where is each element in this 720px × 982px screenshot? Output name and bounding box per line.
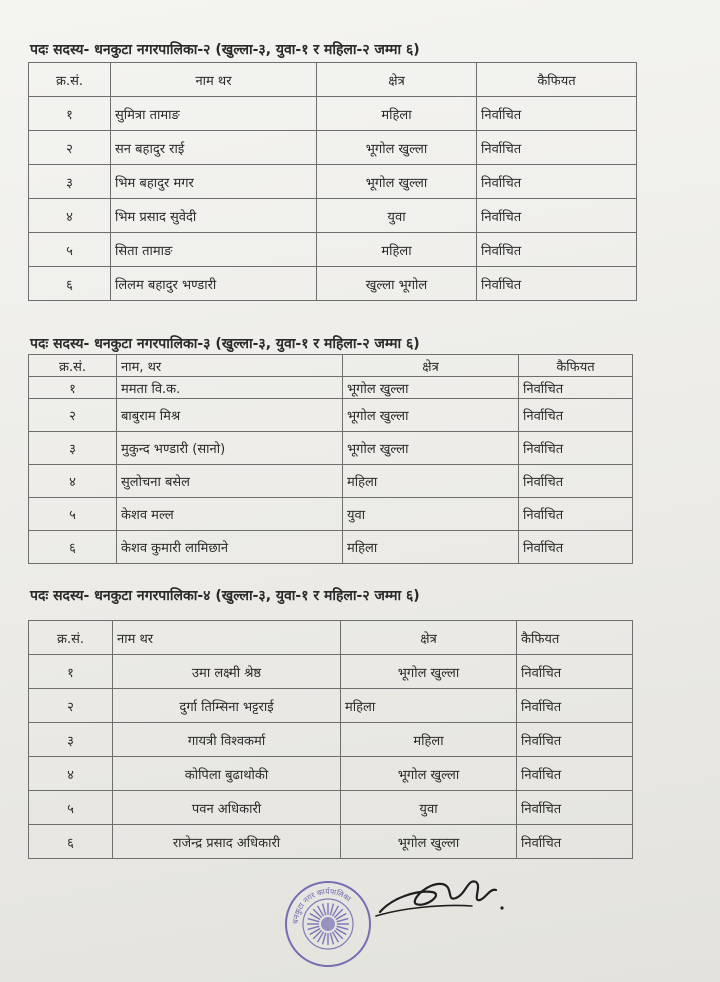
serial-cell: २ [29, 399, 117, 432]
seal-ray [308, 926, 320, 929]
column-header-remarks: कैफियत [517, 621, 633, 655]
column-header-area: क्षेत्र [341, 621, 517, 655]
area-cell: भूगोल खुल्ला [317, 165, 477, 199]
remarks-cell: निर्वाचित [477, 199, 637, 233]
area-cell: युवा [343, 498, 519, 531]
serial-cell: ३ [29, 165, 111, 199]
seal-ray [308, 919, 320, 922]
seal-ray [323, 904, 326, 916]
seal-ray [323, 933, 326, 945]
table-row [29, 655, 633, 689]
name-cell: ममता वि.क. [117, 377, 343, 399]
table-row [29, 399, 633, 432]
remarks-cell: निर्वाचित [517, 757, 633, 791]
column-header-remarks: कैफियत [477, 63, 637, 97]
seal-ray [330, 904, 333, 916]
serial-cell: १ [29, 655, 113, 689]
table-row [29, 531, 633, 564]
ward-2-table [28, 62, 637, 301]
table-row [29, 757, 633, 791]
area-cell: भूगोल खुल्ला [341, 757, 517, 791]
name-cell: सुलोचना बसेल [117, 465, 343, 498]
remarks-cell: निर्वाचित [517, 825, 633, 859]
name-cell: मुकुन्द भण्डारी (सानो) [117, 432, 343, 465]
table-row [29, 199, 637, 233]
serial-cell: १ [29, 97, 111, 131]
area-cell: महिला [343, 465, 519, 498]
area-cell: महिला [343, 531, 519, 564]
serial-cell: ४ [29, 199, 111, 233]
remarks-cell: निर्वाचित [477, 267, 637, 301]
remarks-cell: निर्वाचित [519, 432, 633, 465]
table-row [29, 377, 633, 399]
area-cell: भूगोल खुल्ला [341, 825, 517, 859]
remarks-cell: निर्वाचित [477, 97, 637, 131]
column-header-remarks: कैफियत [519, 355, 633, 377]
area-cell: महिला [341, 689, 517, 723]
column-header-serial: क्र.सं. [29, 63, 111, 97]
name-cell: सन बहादुर राई [111, 131, 317, 165]
table-row [29, 267, 637, 301]
area-cell: भूगोल खुल्ला [343, 399, 519, 432]
table-row [29, 791, 633, 825]
remarks-cell: निर्वाचित [477, 165, 637, 199]
remarks-cell: निर्वाचित [517, 723, 633, 757]
table-row [29, 689, 633, 723]
table-row [29, 498, 633, 531]
area-cell: खुल्ला भूगोल [317, 267, 477, 301]
seal-ray [330, 933, 333, 945]
table-row [29, 825, 633, 859]
serial-cell: ५ [29, 791, 113, 825]
serial-cell: ३ [29, 723, 113, 757]
name-cell: उमा लक्ष्मी श्रेष्ठ [113, 655, 341, 689]
table-row [29, 131, 637, 165]
table-row [29, 165, 637, 199]
serial-cell: ६ [29, 825, 113, 859]
column-header-area: क्षेत्र [317, 63, 477, 97]
remarks-cell: निर्वाचित [519, 377, 633, 399]
ward-4-table [28, 620, 633, 859]
table-header-row [29, 621, 633, 655]
name-cell: दुर्गा तिम्सिना भट्टराई [113, 689, 341, 723]
table-header-row [29, 355, 633, 377]
name-cell: सुमित्रा तामाङ [111, 97, 317, 131]
name-cell: भिम प्रसाद सुवेदी [111, 199, 317, 233]
remarks-cell: निर्वाचित [477, 233, 637, 267]
serial-cell: ५ [29, 498, 117, 531]
ward-3-table [28, 354, 633, 564]
area-cell: भूगोल खुल्ला [341, 655, 517, 689]
ward-2-heading: पदः सदस्य- धनकुटा नगरपालिका-२ (खुल्ला-३, युवा-१ र महिला-२ जम्मा ६) [30, 42, 420, 58]
area-cell: महिला [317, 233, 477, 267]
column-header-serial: क्र.सं. [29, 355, 117, 377]
serial-cell: १ [29, 377, 117, 399]
serial-cell: ४ [29, 465, 117, 498]
column-header-name: नाम, थर [117, 355, 343, 377]
ward-3-heading: पदः सदस्य- धनकुटा नगरपालिका-३ (खुल्ला-३, युवा-१ र महिला-२ जम्मा ६) [30, 336, 420, 352]
serial-cell: २ [29, 131, 111, 165]
serial-cell: ४ [29, 757, 113, 791]
name-cell: कोपिला बुढाथोकी [113, 757, 341, 791]
area-cell: महिला [341, 723, 517, 757]
area-cell: महिला [317, 97, 477, 131]
seal-ray [337, 926, 349, 929]
seal-text: धनकुटा नगर कार्यपालिका [290, 886, 353, 925]
seal-ray [337, 919, 349, 922]
table-row [29, 233, 637, 267]
table-row [29, 432, 633, 465]
area-cell: युवा [317, 199, 477, 233]
remarks-cell: निर्वाचित [517, 791, 633, 825]
name-cell: भिम बहादुर मगर [111, 165, 317, 199]
remarks-cell: निर्वाचित [519, 531, 633, 564]
column-header-name: नाम थर [113, 621, 341, 655]
column-header-area: क्षेत्र [343, 355, 519, 377]
name-cell: पवन अधिकारी [113, 791, 341, 825]
remarks-cell: निर्वाचित [519, 399, 633, 432]
table-row [29, 97, 637, 131]
name-cell: लिलम बहादुर भण्डारी [111, 267, 317, 301]
column-header-name: नाम थर [111, 63, 317, 97]
area-cell: भूगोल खुल्ला [317, 131, 477, 165]
remarks-cell: निर्वाचित [517, 689, 633, 723]
serial-cell: ६ [29, 531, 117, 564]
table-row [29, 723, 633, 757]
area-cell: भूगोल खुल्ला [343, 432, 519, 465]
remarks-cell: निर्वाचित [519, 498, 633, 531]
signature-icon [372, 868, 512, 928]
name-cell: केशव कुमारी लामिछाने [117, 531, 343, 564]
name-cell: बाबुराम मिश्र [117, 399, 343, 432]
serial-cell: ६ [29, 267, 111, 301]
name-cell: गायत्री विश्वकर्मा [113, 723, 341, 757]
area-cell: भूगोल खुल्ला [343, 377, 519, 399]
name-cell: राजेन्द्र प्रसाद अधिकारी [113, 825, 341, 859]
remarks-cell: निर्वाचित [519, 465, 633, 498]
name-cell: केशव मल्ल [117, 498, 343, 531]
serial-cell: २ [29, 689, 113, 723]
municipal-seal-icon [284, 880, 372, 968]
ward-4-heading: पदः सदस्य- धनकुटा नगरपालिका-४ (खुल्ला-३, युवा-१ र महिला-२ जम्मा ६) [30, 588, 420, 604]
remarks-cell: निर्वाचित [477, 131, 637, 165]
serial-cell: ५ [29, 233, 111, 267]
area-cell: युवा [341, 791, 517, 825]
table-row [29, 465, 633, 498]
table-header-row [29, 63, 637, 97]
remarks-cell: निर्वाचित [517, 655, 633, 689]
column-header-serial: क्र.सं. [29, 621, 113, 655]
serial-cell: ३ [29, 432, 117, 465]
name-cell: सिता तामाङ [111, 233, 317, 267]
